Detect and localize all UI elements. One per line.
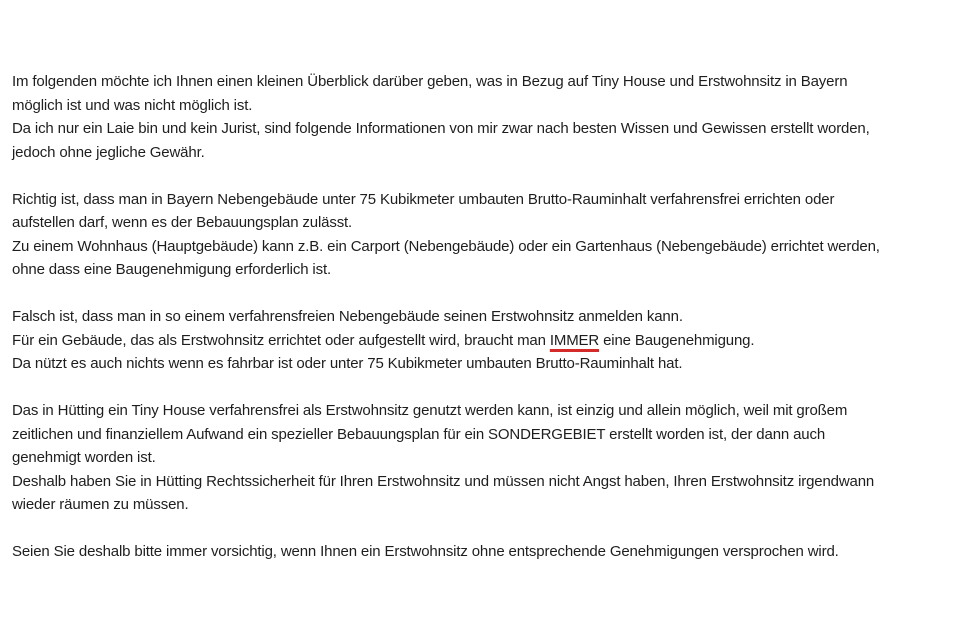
- text-line: Da nützt es auch nichts wenn es fahrbar ist oder unter 75 Kubikmeter umbauten Brutto-Rauminhalt hat.: [12, 355, 683, 372]
- paragraph-intro: [12, 70, 954, 164]
- text-line: aufstellen darf, wenn es der Bebauungsplan zulässt.: [12, 214, 353, 231]
- text-line: zeitlichen und finanziellem Aufwand ein spezieller Bebauungsplan für ein SONDERGEBIET erstellt worden ist, der dann auch: [12, 425, 826, 443]
- text-line: Richtig ist, dass man in Bayern Nebengebäude unter 75 Kubikmeter umbauten Brutto-Rauminhalt verfahrensfrei errichten oder: [12, 190, 835, 208]
- text-line: Deshalb haben Sie in Hütting Rechtssicherheit für Ihren Erstwohnsitz und müssen nicht Angst haben, Ihren Erstwohnsitz irgendwann: [12, 472, 875, 490]
- text-line: möglich ist und was nicht möglich ist.: [12, 96, 253, 114]
- paragraph-richtig: [12, 188, 954, 282]
- text-line: Seien Sie deshalb bitte immer vorsichtig, wenn Ihnen ein Erstwohnsitz ohne entsprechende Genehmigungen versprochen wird.: [12, 543, 839, 560]
- text-line: Falsch ist, dass man in so einem verfahrensfreien Nebengebäude seinen Erstwohnsitz anmelden kann.: [12, 308, 683, 325]
- text-line: Im folgenden möchte ich Ihnen einen kleinen Überblick darüber geben, was in Bezug auf Tiny House und Erstwohnsitz in Bayern: [12, 73, 848, 90]
- emphasis-line: [12, 329, 954, 353]
- text-line: Da ich nur ein Laie bin und kein Jurist, sind folgende Informationen von mir zwar nach besten Wissen und Gewissen erstellt worden,: [12, 120, 870, 137]
- paragraph-warning: [12, 540, 954, 564]
- text-line: wieder räumen zu müssen.: [12, 496, 189, 513]
- text-line: jedoch ohne jegliche Gewähr.: [12, 143, 205, 161]
- text-line: Zu einem Wohnhaus (Hauptgebäude) kann z.B. ein Carport (Nebengebäude) oder ein Gartenhaus (Nebengebäude) errichtet werden,: [12, 237, 880, 255]
- text-line: Das in Hütting ein Tiny House verfahrensfrei als Erstwohnsitz genutzt werden kann, ist einzig und allein möglich, weil mit großem: [12, 402, 848, 419]
- paragraph-huetting: [12, 399, 954, 517]
- emphasis-before: Für ein Gebäude, das als Erstwohnsitz errichtet oder aufgestellt wird, braucht man: [12, 331, 550, 349]
- document-body: [12, 70, 954, 587]
- text-line: ohne dass eine Baugenehmigung erforderlich ist.: [12, 261, 331, 278]
- paragraph-falsch: [12, 305, 954, 376]
- emphasis-after: eine Baugenehmigung.: [599, 331, 755, 349]
- underlined-word: IMMER: [549, 331, 600, 349]
- text-line: genehmigt worden ist.: [12, 449, 156, 466]
